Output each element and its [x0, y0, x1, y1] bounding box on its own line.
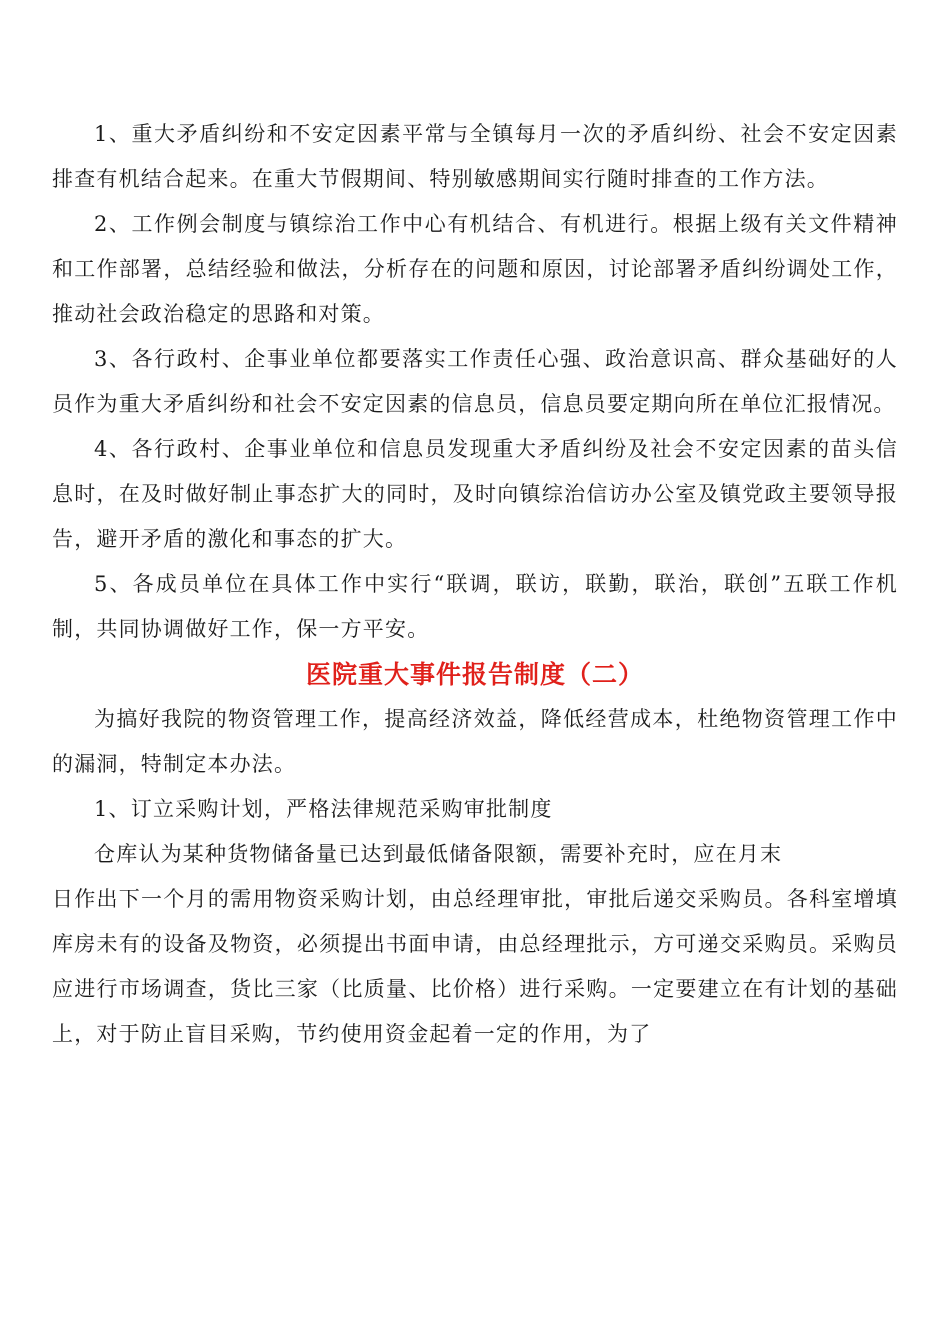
document-page: [52, 112, 898, 1057]
intro-paragraph: 为搞好我院的物资管理工作，提高经济效益，降低经营成本，杜绝物资管理工作中的漏洞，特制定本办法。: [52, 707, 898, 776]
procurement-paragraph-continued: 日作出下一个月的需用物资采购计划，由总经理审批，审批后递交采购员。各科室增填库房未有的设备及物资，必须提出书面申请，由总经理批示，方可递交采购员。采购员应进行市场调查，货比三家（比质量、比价格）进行采购。一定要建立在有计划的基础上，对于防止盲目采购，节约使用资金起着一定的作用，为了: [52, 887, 898, 1046]
paragraph-4: 4、各行政村、企事业单位和信息员发现重大矛盾纠纷及社会不安定因素的苗头信息时，在及时做好制止事态扩大的同时，及时向镇综治信访办公室及镇党政主要领导报告，避开矛盾的激化和事态的扩大。: [52, 437, 898, 551]
paragraph-2: 2、工作例会制度与镇综治工作中心有机结合、有机进行。根据上级有关文件精神和工作部署，总结经验和做法，分析存在的问题和原因，讨论部署矛盾纠纷调处工作，推动社会政治稳定的思路和对策。: [52, 212, 898, 326]
paragraph-5: 5、各成员单位在具体工作中实行“联调，联访，联勤，联治，联创”五联工作机制，共同协调做好工作，保一方平安。: [52, 572, 898, 641]
section-heading-procurement: 1、订立采购计划，严格法律规范采购审批制度: [94, 797, 553, 821]
section-title: 医院重大事件报告制度（二）: [305, 660, 644, 689]
paragraph-1: 1、重大矛盾纠纷和不安定因素平常与全镇每月一次的矛盾纠纷、社会不安定因素排查有机结合起来。在重大节假期间、特别敏感期间实行随时排查的工作方法。: [52, 122, 898, 191]
procurement-paragraph-start: 仓库认为某种货物储备量已达到最低储备限额，需要补充时，应在月末: [94, 842, 783, 866]
paragraph-3: 3、各行政村、企事业单位都要落实工作责任心强、政治意识高、群众基础好的人员作为重大矛盾纠纷和社会不安定因素的信息员，信息员要定期向所在单位汇报情况。: [52, 347, 898, 416]
